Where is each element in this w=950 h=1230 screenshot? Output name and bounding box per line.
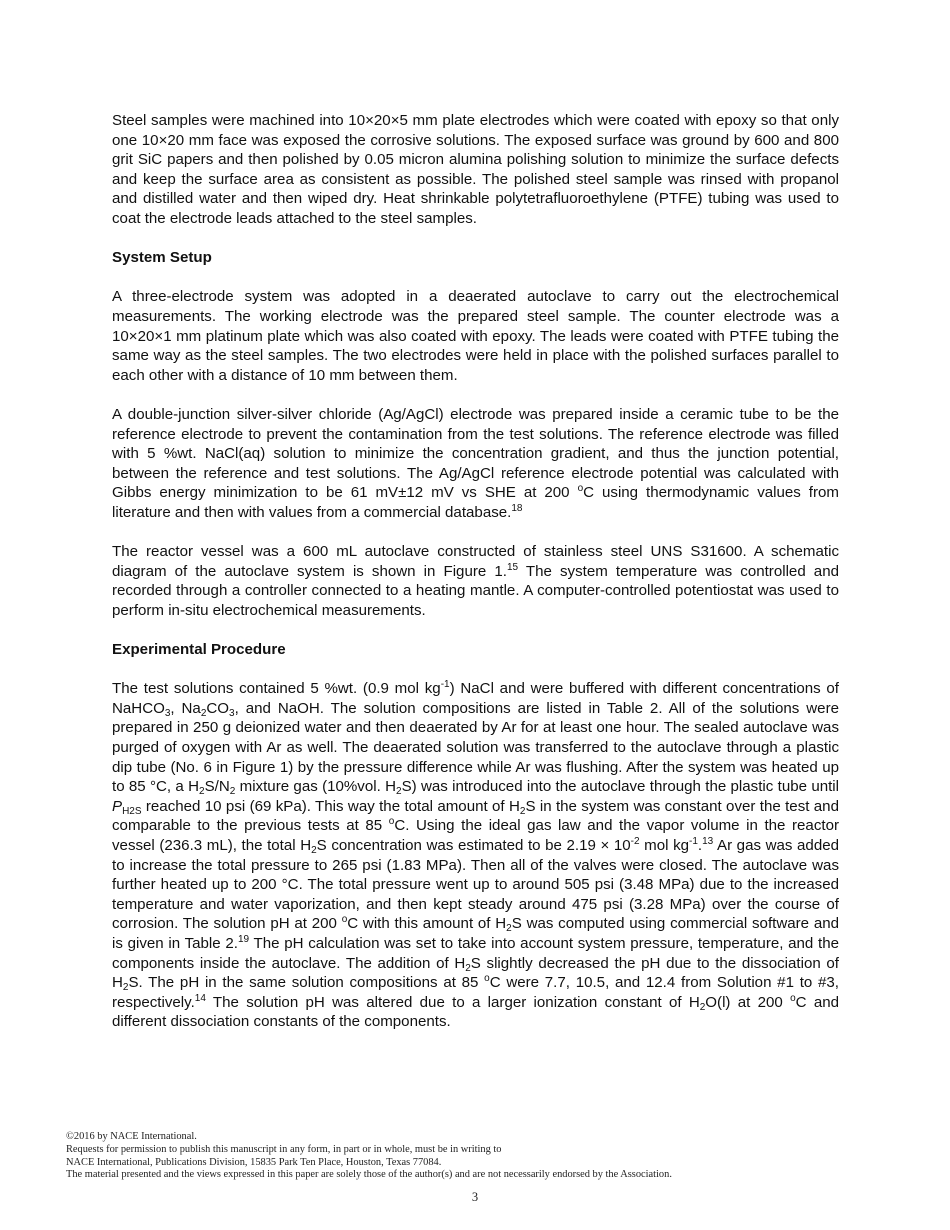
paragraph-reference-electrode: A double-junction silver-silver chloride (Ag/AgCl) electrode was prepared inside a ceramic tube to be the reference electrode to prevent the contamination from the test solutions. The reference electrode was filled with 5 %wt. NaCl(aq) solution to minimize the concentration gradient, and thus the junction potential, between the reference and test solutions. The Ag/AgCl reference electrode potential was calculated with Gibbs energy minimization to be 61 mV±12 mV vs SHE at 200 $^o$C using thermodynamic values from literature and then with values from a commercial database.$^{18}$ — [112, 405, 839, 521]
footer-copyright: ©2016 by NACE International. — [66, 1131, 197, 1142]
paragraph-three-electrode: A three-electrode system was adopted in a deaerated autoclave to carry out the electrochemical measurements. The working electrode was the prepared steel sample. The counter electrode was a 10×20×1 mm platinum plate which was also coated with epoxy. The leads were coated with PTFE tubing the same way as the steel samples. The two electrodes were held in place with the polished surfaces parallel to each other with a distance of 10 mm between them. — [112, 288, 839, 384]
section-heading-system-setup: System Setup — [112, 249, 212, 267]
citation-ref: 14 — [194, 992, 206, 1004]
citation-ref: 13 — [702, 835, 714, 847]
footer-disclaimer-line: The material presented and the views expressed in this paper are solely those of the author(s) and are not necessarily endorsed by the Association. — [66, 1169, 672, 1181]
body-text — [112, 111, 839, 1032]
intro-paragraph: Steel samples were machined into 10×20×5 mm plate electrodes which were coated with epoxy so that only one 10×20 mm face was exposed the corrosive solutions. The exposed surface was ground by 600 and 800 grit SiC papers and then polished by 0.05 micron alumina polishing solution to minimize the surface defects and keep the surface area as consistent as possible. The polished steel sample was rinsed with propanol and distilled water and then wiped dry. Heat shrinkable polytetrafluoroethylene (PTFE) tubing was used to coat the electrode leads attached to the steel samples. — [112, 112, 839, 227]
citation-ref: 15 — [506, 561, 519, 573]
footer-permission-line: Requests for permission to publish this manuscript in any form, in part or in whole, must be in writing to — [66, 1143, 502, 1155]
citation-ref: 18 — [511, 502, 523, 514]
paragraph-reactor-vessel: The reactor vessel was a 600 mL autoclave constructed of stainless steel UNS S31600. A schematic diagram of the autoclave system is shown in Figure 1.15 The system temperature was controlled and recorded through a controller connected to a heating mantle. A computer-controlled potentiostat was used to perform in-situ electrochemical measurements. — [112, 543, 839, 619]
citation-ref: 19 — [237, 933, 250, 945]
page-number: 3 — [471, 1190, 479, 1204]
paragraph-test-solutions: The test solutions contained 5 %wt. (0.9 mol $kg^{-1}$) NaCl and were buffered with different concentrations of NaHCO$_3$, $Na_2CO_3$, and NaOH. The solution compositions are listed in Table 2. All of the solutions were prepared in 250 g deionized water and then deaerated by Ar for at least one hour. The sealed autoclave was purged of oxygen with Ar as well. The deaerated solution was transferred to the autoclave through a plastic dip tube (No. 6 in Figure 1) by the pressure difference while Ar was flushing. After the system was heated up to 85 °C, a $H_2S/N_2$ mixture gas (10%vol. $H_2S$) was introduced into the autoclave through the plastic tube until $P_{H2S}$ reached 10 psi (69 kPa). This way the total amount of $H_2S$ in the system was constant over the test and comparable to the previous tests at 85 $^o$C. Using the ideal gas law and the vapor volume in the reactor vessel (236.3 mL), the total $H_2S$ concentration was estimated to be $2.19 \times 10^{-2}$ mol $kg^{-1}.^{13}$ Ar gas was added to increase the total pressure to 265 psi (1.83 MPa). Then all of the valves were closed. The autoclave was further heated up to 200 °C. The total pressure went up to around 505 psi (3.48 MPa) due to the increased temperature and water vaporization, and then kept steady around 475 psi (3.28 MPa) over the course of corrosion. The solution pH at 200 $^o$C with this amount of $H_2S$ was computed using commercial software and is given in Table 2.19 The pH calculation was set to take into account system pressure, temperature, and the components inside the autoclave. The addition of $H_2S$ slightly decreased the pH due to the dissociation of $H_2S$. The pH in the same solution compositions at 85 $^o$C were 7.7, 10.5, and 12.4 from Solution #1 to #3, respectively.$^{14}$ The solution pH was altered due to a larger ionization constant of $H_2O(l)$ at 200 $^o$C and different dissociation constants of the components. — [112, 679, 840, 1031]
copyright-footer — [66, 1131, 884, 1182]
footer-address-line: NACE International, Publications Division, 15835 Park Ten Place, Houston, Texas 77084. — [66, 1156, 442, 1168]
section-heading-experimental-procedure: Experimental Procedure — [112, 641, 286, 659]
